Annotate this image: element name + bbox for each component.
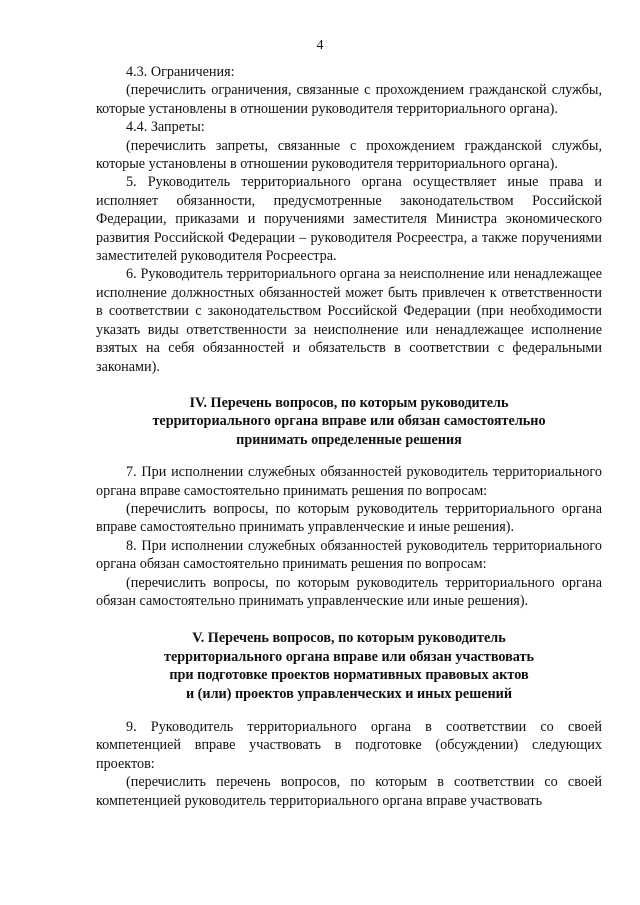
- section-v-heading: [96, 629, 602, 703]
- section-v-heading-line: территориального органа вправе или обязан участвовать: [163, 648, 534, 665]
- paragraph-6: 6. Руководитель территориального органа за неисполнение или ненадлежащее исполнение должностных обязанностей может быть привлечен к ответственности в соответствии с законодательством Российской Федерации (при необходимости указать виды ответственности за неисполнение или ненадлежащее исполнение взятых на себя обязанностей и обязательств в соответствии с федеральными законами).: [96, 266, 602, 375]
- section-iv-heading-line: территориального органа вправе или обязан самостоятельно: [152, 413, 546, 430]
- section-v-heading-line: и (или) проектов управленческих и иных решений: [185, 685, 513, 702]
- paragraph-8-note: (перечислить вопросы, по которым руководитель территориального органа обязан самостоятельно принимать управленческие или иные решения).: [96, 574, 602, 609]
- paragraph-8: 8. При исполнении служебных обязанностей руководитель территориального органа обязан самостоятельно принимать решения по вопросам:: [96, 537, 602, 573]
- document-body: [96, 63, 602, 810]
- section-iv-heading-line: IV. Перечень вопросов, по которым руководитель: [189, 394, 509, 411]
- section-v-heading-line: при подготовке проектов нормативных правовых актов: [169, 667, 529, 684]
- paragraph-4-4-note: (перечислить запреты, связанные с прохождением гражданской службы, которые установлены в отношении руководителя территориального органа).: [96, 137, 602, 173]
- paragraph-9: 9. Руководитель территориального органа в соответствии со своей компетенцией вправе участвовать в подготовке (обсуждении) следующих проектов:: [96, 719, 602, 772]
- section-iv-heading: [96, 394, 602, 449]
- page-number: 4: [316, 38, 324, 53]
- paragraph-9-note: (перечислить перечень вопросов, по которым в соответствии со своей компетенцией руководитель территориального органа вправе участвовать: [96, 774, 602, 809]
- paragraph-7-note: (перечислить вопросы, по которым руководитель территориального органа вправе самостоятельно принимать управленческие и иные решения).: [96, 500, 602, 536]
- section-v-heading-line: V. Перечень вопросов, по которым руководитель: [192, 630, 506, 647]
- paragraph-4-3: 4.3. Ограничения:: [126, 64, 235, 80]
- section-iv-heading-line: принимать определенные решения: [236, 431, 462, 448]
- paragraph-4-3-note: (перечислить ограничения, связанные с прохождением гражданской службы, которые установлены в отношении руководителя территориального органа).: [96, 82, 602, 117]
- paragraph-5: 5. Руководитель территориального органа осуществляет иные права и исполняет обязанности, предусмотренные законодательством Российской Федерации, приказами и поручениями заместителя Министра экономического развития Российской Федерации – руководителя Росреестра, а также поручениями заместителей руководителя Росреестра.: [96, 174, 602, 265]
- paragraph-7: 7. При исполнении служебных обязанностей руководитель территориального органа вправе самостоятельно принимать решения по вопросам:: [96, 464, 602, 499]
- paragraph-4-4: 4.4. Запреты:: [126, 119, 205, 136]
